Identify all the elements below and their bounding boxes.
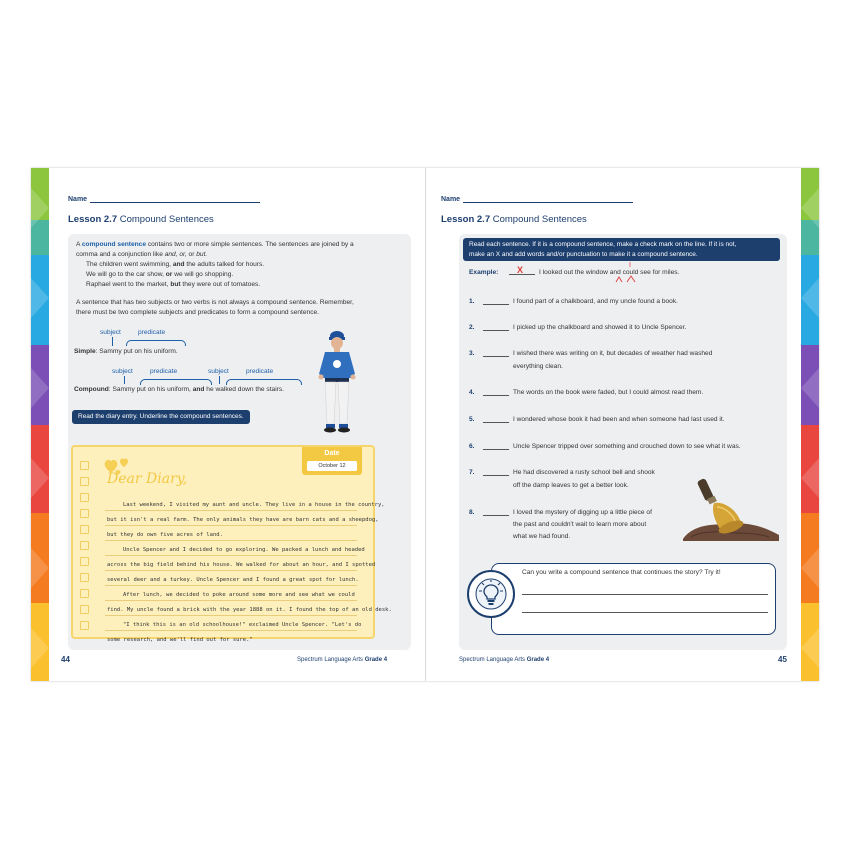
page-number: 45: [778, 655, 787, 664]
checkbox[interactable]: [80, 541, 89, 550]
answer-line[interactable]: [483, 422, 509, 423]
simple-example: Simple: Sammy put on his uniform.: [74, 348, 178, 355]
example-sentence: We will go to the car show, or we will go shopping.: [86, 270, 234, 278]
date-tab: [302, 447, 362, 475]
subject-label: subject: [112, 368, 133, 375]
answer-line[interactable]: [483, 330, 509, 331]
writing-line[interactable]: [522, 612, 768, 613]
question-item[interactable]: 8. I loved the mystery of digging up a little piece of the past and couldn't wait to learn more about what we had found.: [469, 509, 652, 540]
lesson-title: Compound Sentences: [119, 214, 214, 225]
lesson-title: Compound Sentences: [492, 214, 587, 225]
diary-line-text: find. My uncle found a brick with the year 1888 on it. I found the top of an old desk.: [107, 607, 392, 613]
left-page: [49, 168, 425, 681]
diary-title: Dear Diary,: [107, 471, 188, 487]
diary-line-text: but it isn't a real farm. The only animals they have are barn cats and a sheepdog,: [107, 517, 379, 523]
prompt-text: Can you write a compound sentence that continues the story? Try it!: [522, 569, 721, 576]
checkbox[interactable]: [80, 477, 89, 486]
rainbow-border-left: [31, 168, 49, 681]
question-item[interactable]: 5. I wondered whose book it had been and when someone had last used it.: [469, 416, 725, 423]
answer-line[interactable]: [483, 395, 509, 396]
predicate-bracket: [126, 340, 186, 346]
diary-rule: [105, 630, 357, 631]
inserted-word: I: [629, 262, 631, 269]
predicate-label: predicate: [150, 368, 178, 375]
example-sentences: [86, 260, 406, 289]
subject-label: subject: [100, 329, 121, 336]
lesson-heading: [68, 214, 214, 225]
diary-rule: [105, 540, 357, 541]
diary-line-text: across the big field behind his house. We walked for about an hour, and I spotted: [107, 562, 376, 568]
predicate-label: predicate: [246, 368, 274, 375]
caret-marks: [615, 275, 645, 283]
date-value: October 12: [307, 461, 357, 471]
answer-line[interactable]: [483, 304, 509, 305]
name-field[interactable]: [441, 196, 633, 203]
name-field[interactable]: [68, 196, 260, 203]
checkbox[interactable]: [80, 589, 89, 598]
rainbow-border-right: [801, 168, 819, 681]
diary-rule: [105, 525, 357, 526]
directions-bar: Read each sentence. If it is a compound sentence, make a check mark on the line. If it is not, make an X and add words and/or punctuation to make it a compound sentence.: [463, 238, 780, 261]
example-item: Example: X I looked out the window and could see for miles. I: [469, 267, 779, 281]
diary-rule: [105, 600, 357, 601]
instruction-bar: Read the diary entry. Underline the compound sentences.: [72, 410, 250, 424]
checkbox[interactable]: [80, 557, 89, 566]
question-item[interactable]: 6. Uncle Spencer tripped over something and crouched down to see what it was.: [469, 443, 741, 450]
checkbox[interactable]: [80, 605, 89, 614]
checkbox[interactable]: [80, 509, 89, 518]
baseball-player-illustration: [315, 330, 359, 434]
lightbulb-icon: [475, 578, 507, 610]
right-page: [426, 168, 801, 681]
diary-rule: [105, 585, 357, 586]
name-line[interactable]: [90, 202, 260, 203]
diary-rule: [105, 510, 357, 511]
example-sentence: The children went swimming, and the adults talked for hours.: [86, 261, 265, 268]
subject-arrow: [219, 376, 220, 384]
question-item[interactable]: 3. I wished there was writing on it, but decades of weather had washed everything clean.: [469, 350, 713, 370]
footer: Spectrum Language Arts Grade 4: [459, 657, 550, 663]
name-line[interactable]: [463, 202, 633, 203]
x-mark: X: [517, 265, 524, 275]
subject-arrow: [112, 337, 113, 346]
diary-rule: [105, 570, 357, 571]
checkbox[interactable]: [80, 525, 89, 534]
write-prompt-box: [491, 563, 776, 635]
diary-line-text: several deer and a turkey. Uncle Spencer and I found a great spot for lunch.: [107, 577, 359, 583]
question-item[interactable]: 7. He had discovered a rusty school bell and shook off the damp leaves to get a better look.: [469, 469, 655, 489]
diary-line-text: but they do own five acres of land.: [107, 532, 223, 538]
diary-card: [71, 445, 392, 643]
second-paragraph: A sentence that has two subjects or two verbs is not always a compound sentence. Remember, there must be two complete subjects and predicates to form a compound sentence.: [76, 299, 354, 316]
workbook-spread: [31, 168, 819, 681]
answer-line[interactable]: [483, 515, 509, 516]
footer: Spectrum Language Arts Grade 4: [297, 657, 388, 663]
name-label: Name: [68, 196, 88, 203]
checkbox[interactable]: [80, 461, 89, 470]
subject-arrow: [124, 376, 125, 384]
diary-line-text: After lunch, we decided to poke around some more and see what we could: [123, 592, 355, 598]
diary-line-text: Last weekend, I visited my aunt and uncle. They live in a house in the country,: [123, 502, 385, 508]
lesson-heading: [441, 214, 587, 225]
intro-paragraph: A compound sentence contains two or more simple sentences. The sentences are joined by a comma and a conjunction like and, or, or but.: [76, 241, 354, 258]
answer-line[interactable]: [483, 475, 509, 476]
lesson-number: Lesson 2.7: [68, 214, 118, 225]
question-item[interactable]: 2. I picked up the chalkboard and showed it to Uncle Spencer.: [469, 324, 687, 331]
diary-rule: [105, 555, 357, 556]
predicate-label: predicate: [138, 329, 166, 336]
school-bell-illustration: [681, 477, 781, 543]
checkbox[interactable]: [80, 493, 89, 502]
exercise-panel: [459, 234, 787, 650]
example-sentence: Raphael went to the market, but they were out of tomatoes.: [86, 280, 261, 288]
lesson-number: Lesson 2.7: [441, 214, 491, 225]
diary-line-text: some research, and we'll find out for sure.": [107, 637, 253, 643]
lightbulb-badge: [467, 570, 515, 618]
diary-line-text: Uncle Spencer and I decided to go exploring. We packed a lunch and headed: [123, 547, 365, 553]
lesson-panel: [68, 234, 411, 650]
question-item[interactable]: 4. The words on the book were faded, but I could almost read them.: [469, 389, 704, 396]
answer-line[interactable]: [483, 356, 509, 357]
date-label: Date: [324, 450, 340, 457]
page-number: 44: [61, 655, 70, 664]
answer-line[interactable]: [483, 449, 509, 450]
writing-line[interactable]: [522, 594, 768, 595]
question-item[interactable]: 1. I found part of a chalkboard, and my uncle found a book.: [469, 298, 678, 305]
checkbox[interactable]: [80, 621, 89, 630]
diary-rule: [105, 615, 357, 616]
diary-line-text: "I think this is an old schoolhouse!" exclaimed Uncle Spencer. "Let's do: [123, 622, 362, 628]
checkbox[interactable]: [80, 573, 89, 582]
subject-label: subject: [208, 368, 229, 375]
name-label: Name: [441, 196, 461, 203]
compound-example: Compound: Sammy put on his uniform, and he walked down the stairs.: [74, 386, 284, 393]
